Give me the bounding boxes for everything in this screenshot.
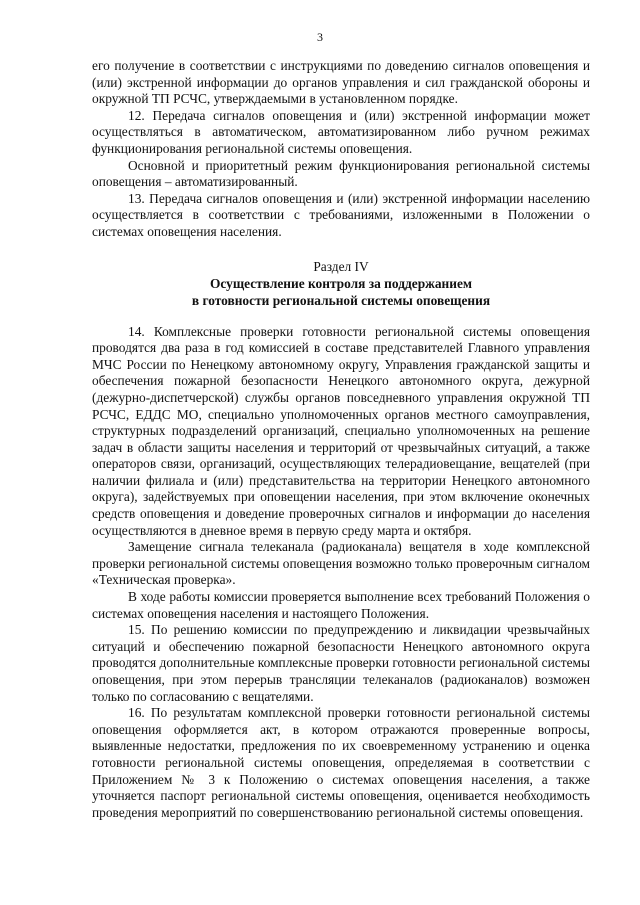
paragraph-14: 14. Комплексные проверки готовности региональной системы оповещения проводятся два раза в год комиссией в составе представителей Главного управления МЧС России по Ненецкому автономному округу, Управления гражданской защиты и обеспечения пожарной безопасности Ненецкого автономного округа, дежурной (дежурно-диспетчерской) службы органов повседневного управления окружной ТП РСЧС, ЕДДС МО, специально уполномоченных органов местного самоуправления, структурных подразделений организаций, специально уполномоченных на решение задач в области защиты населения и территорий от чрезвычайных ситуаций, а также операторов связи, организаций, осуществляющих телерадиовещание, вещателей (при наличии филиала и (или) представительства на территории Ненецкого автономного округа), задействуемых при оповещении населения, при этом включение оконечных средств оповещения и доведение проверочных сигналов и информации до населения осуществляются в дневное время в первую среду марта и октября. [92,323,590,538]
section-label: Раздел IV [313,258,369,274]
section-heading [92,258,590,309]
paragraph-signal-replacement: Замещение сигнала телеканала (радиоканала) вещателя в ходе комплексной проверки региональной системы оповещения возможно только проверочным сигналом «Техническая проверка». [92,539,590,588]
paragraph-13: 13. Передача сигналов оповещения и (или) экстренной информации населению осуществляется в соответствии с требованиями, изложенными в Положении о системах оповещения населения. [92,190,590,239]
paragraph-continuation: его получение в соответствии с инструкциями по доведению сигналов оповещения и (или) экстренной информации до органов управления и сил гражданской обороны и окружной ТП РСЧС, утверждаемыми в установленном порядке. [92,58,590,107]
paragraph-main-mode: Основной и приоритетный режим функционирования региональной системы оповещения – автоматизированный. [92,157,590,190]
paragraph-12: 12. Передача сигналов оповещения и (или) экстренной информации может осуществляться в автоматическом, автоматизированном либо ручном режимах функционирования региональной системы оповещения. [92,107,590,156]
document-body [92,58,590,821]
paragraph-commission-check: В ходе работы комиссии проверяется выполнение всех требований Положения о системах оповещения населения и настоящего Положения. [92,589,590,621]
paragraph-15: 15. По решению комиссии по предупреждению и ликвидации чрезвычайных ситуаций и обеспечению пожарной безопасности Ненецкого автономного округа проводятся дополнительные комплексные проверки готовности региональной системы оповещения, при этом перерыв трансляции телеканалов (радиоканалов) возможен только по согласованию с вещателями. [92,622,590,704]
page-number: 3 [317,30,323,44]
paragraph-16: 16. По результатам комплексной проверки готовности региональной системы оповещения оформляется акт, в котором отражаются проверенные вопросы, выявленные недостатки, предложения по их своевременному устранению и оценка готовности региональной системы оповещения, определяемая в соответствии с Приложением № 3 к Положению о системах оповещения населения, а также уточняется паспорт региональной системы оповещения, оценивается необходимость проведения мероприятий по совершенствованию региональной системы оповещения. [92,705,590,820]
section-title-line1: Осуществление контроля за поддержанием [209,275,473,291]
section-title-line2: в готовности региональной системы оповещения [191,292,491,308]
